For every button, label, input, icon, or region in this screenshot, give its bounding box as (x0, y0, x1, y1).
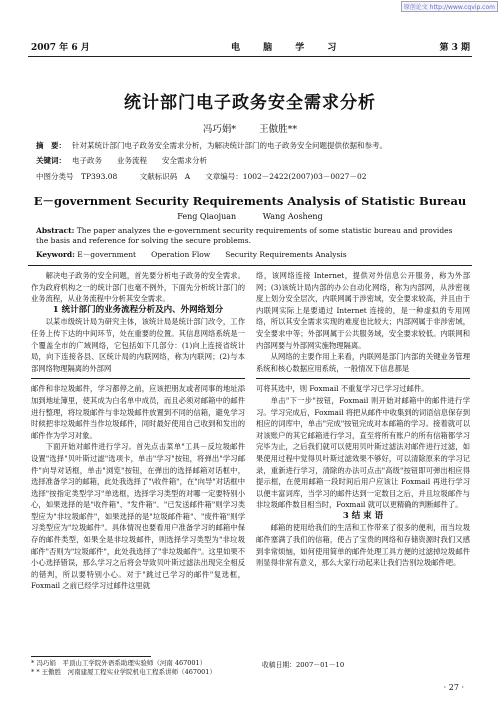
author-en-2: Wang Aosheng (262, 212, 323, 221)
authors-en (0, 212, 500, 221)
classification-line: 中图分类号 TP393.08 文献标识码 A 文章编号：1002－2422(2007)03－0027－02 (36, 172, 367, 181)
author-2: 王傲胜** (259, 124, 298, 135)
running-head (31, 40, 470, 53)
abstract-rule (28, 265, 472, 266)
footnote-1: * 冯巧娟 平顶山工学院外语系助理实验师（河南 467001） (31, 659, 207, 667)
author-1: 冯巧娟* (202, 124, 237, 135)
section-1-heading: 1 统计部门的业务流程分析及内、外网络划分 (52, 304, 224, 315)
paper-title-cn: 统计部门电子政务安全需求分析 (124, 93, 376, 113)
abstract-en-label: Abstract: (36, 226, 75, 235)
section-3-heading: 3 结 束 语 (342, 510, 384, 521)
issue-date: 2007 年 6 月 (31, 43, 90, 53)
issue-number: 第 3 期 (439, 43, 470, 53)
abstract-cn-label: 摘 要： (36, 141, 66, 150)
paper-title-en: E－government Security Requirements Analysis of Statistic Bureau (33, 194, 467, 208)
mail-learning-paragraph: 邮件和非垃圾邮件，学习都停之前，应该把朋友或者同事的地址添加到地址簿里，使其成为白名单中成员，而且必须对邮箱中的邮件进行整理，将垃圾邮件与非垃圾邮件放置到不同的信箱，避免学习时候把非垃圾邮件当作垃圾邮件，同时最好使用自己收到和发出的邮件作为学习对象。 (31, 384, 245, 440)
right-column (256, 270, 470, 569)
network-paragraph: 络，该网络连接 Internet，提供对外信息公开服务，称为外部网；(3)该统计局内部的办公自动化网络，称为内部网，从涉密视度上划分安全层次，内联网属于涉密域，安全要求较高，并且由于内联网实际上是要通过 Internet 连接的，是一种虚拟的专用网络，所以其安全需求实现的难度也比较大；内部网属于非涉密域，安全要求中等；外部网属于公共服务域，安全要求较低。内联网和内部网要与外部网实施物理隔离。 (256, 271, 470, 350)
keywords-cn-text: 电子政务 业务流程 安全需求分析 (72, 156, 207, 165)
keywords-cn-label: 关键词： (36, 156, 66, 165)
footnote-2: * * 王傲胜 河南建厦工程实业学院机电工程系讲师（467001） (31, 668, 216, 676)
learning-steps-paragraph: 下面开始对邮件进行学习。首先点击菜单"工具－反垃圾邮件设置"选择"贝叶斯过滤"选项卡，单击"学习"按钮，将弹出"学习邮件"向导对话框，单击"浏览"按钮，在弹出的选择邮箱对话框中，选择准备学习的邮箱，此处我选择了"\收件箱"，在"向导"对话框中选择"按指定类型学习"单选框，选择学习类型的对哪一定要特别小心，如果选择的是"收件箱"、"发件箱"、"已发送邮件箱"则学习类型应为"非垃圾邮件"，如果选择的是"垃圾邮件箱"、"废件箱"则学习类型应为"垃圾邮件"。具体情况也要看用户准备学习的邮箱中保存的邮件类型，如果全是非垃圾邮件，则选择学习类型为"非垃圾邮件"否则为"垃圾邮件"，此处我选择了"非垃圾邮件"。这里如果不小心选择错误，那么学习之后将会导致贝叶斯过滤法出现完全相反的错判，所以要特别小心。对于"跳过已学习的邮件"复选框，Foxmail 之前已经学习过邮件这里就 (31, 442, 245, 591)
header-rule (28, 56, 472, 57)
journal-name: 电 脑 学 习 (231, 43, 347, 53)
author-footnotes (31, 659, 251, 677)
abstract-en-text: The paper analyzes the e-government security requirements of some statistic bureau and provides the basis and reference for solving the secure problems. (36, 226, 453, 245)
keywords-en-text: E－government Operation Flow Security Requirements Analysis (77, 250, 347, 259)
section-1-paragraph: 以某市级统计局为研究主体，该统计局是统计部门改令，工作任务上传下达的中间环节，处在重要的位置。其信息网络系统是一个覆盖全市的广域网络，它包括如下几部分：(1)向上连接省统计局，向下连接各县、区统计局的内联网络，称为内联网；(2)与本部网络物理隔离的外部网 (31, 317, 245, 373)
keywords-en-label: Keyword: (36, 250, 75, 259)
footnote-rule (31, 656, 151, 657)
abstract-cn (36, 141, 466, 151)
keywords-cn (36, 156, 466, 166)
author-en-1: Feng Qiaojuan (177, 212, 237, 221)
keywords-en (36, 249, 466, 260)
learning-process-paragraph: 单击"下一步"按钮，Foxmail 则开始对邮箱中的邮件进行学习。学习完成后，Foxmail 将把从邮件中收集到的词语信息保存到相应的词库中，单击"完成"按钮完成对本邮箱的学习。接着就可以对该账户的其它邮箱进行学习，直至将所有账户的所有信箱都学习完毕为止，之后我们就可以使用贝叶斯过滤法对邮件进行过滤，如果使用过程中觉得贝叶斯过滤效果不够好，可以清除原来的学习记录，重新进行学习，清除的办法可点击"高级"按钮即可弹出相应得提示框，在使用邮箱一段时间后用户应该让 Foxmail 再进行学习以便丰富词库，当学习的邮件达到一定数目之后，并且垃圾邮件与非垃圾邮件数目相当时，Foxmail 就可以更精确的判断邮件了。 (256, 395, 470, 510)
abstract-cn-text: 针对某统计部门电子政务安全需求分析，为解决统计部门的电子政务安全问题提供依据和参考。 (72, 141, 387, 150)
network-role-paragraph: 从网络的主要作用上来看，内联网是部门内部的关键业务管理系统和核心数据应用系统，一般情况下信息都是 (256, 352, 470, 373)
column-divider (256, 378, 470, 379)
left-column (31, 270, 245, 592)
received-date: 收稿日期：2007－01－10 (262, 661, 345, 669)
intro-paragraph: 解决电子政务的安全问题，首先要分析电子政务的安全需求。作为政府机构之一的统计部门也毫不例外，下面先分析统计部门的业务流程，从业务流程中分析其安全需求。 (31, 271, 245, 304)
conclusion-paragraph: 邮箱的使用给我们的生活和工作带来了很多的便利，而当垃圾邮件塞满了我们的信箱，使占了宝贵的网络和存储资源时我们又感到非常烦恼，如何使用简单的邮件处理工具方便的过滤掉垃圾邮件则显得非常有意义，那么大家行动起来让我们告别垃圾邮件吧。 (256, 523, 470, 568)
source-stamp: 原创论文 http://www.cqvip.com (401, 1, 498, 12)
authors-cn (0, 121, 500, 135)
skip-learned-paragraph: 可将其选中，则 Foxmail 不重复学习已学习过邮件。 (256, 384, 429, 394)
abstract-en (36, 226, 466, 246)
column-divider (31, 378, 245, 379)
page-number: · 27 · (443, 683, 464, 692)
